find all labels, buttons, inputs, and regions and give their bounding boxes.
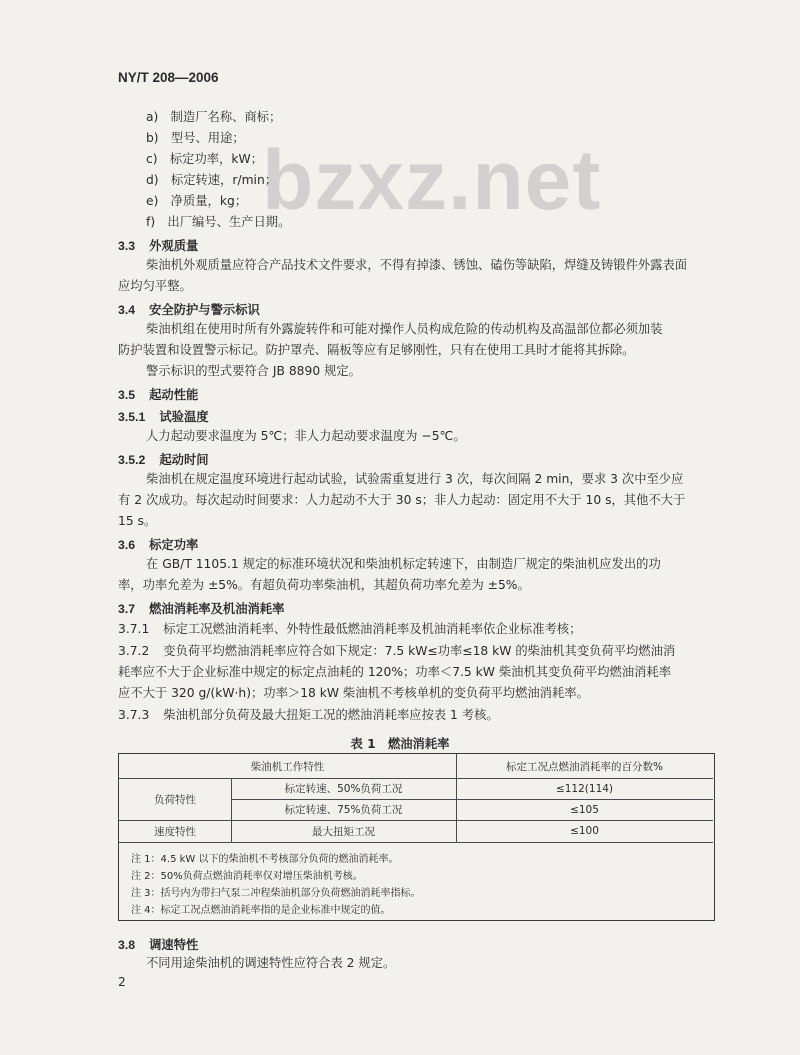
paragraph-line: 应不大于 320 g/(kW·h)；功率＞18 kW 柴油机不考核单机的变负荷平均燃油消耗率。 [118, 686, 589, 700]
paragraph-line: 警示标识的型式要符合 JB 8890 规定。 [146, 364, 361, 378]
paragraph-line: 耗率应不大于企业标准中规定的标定点油耗的 120%；功率＜7.5 kW 柴油机其变负荷平均燃油消耗率 [118, 665, 672, 679]
paragraph-line: 柴油机组在使用时所有外露旋转件和可能对操作人员构成危险的传动机构及高温部位都必须加装 [146, 322, 663, 336]
section-heading [118, 236, 198, 254]
paragraph-line: 防护装置和设置警示标记。防护罩壳、隔板等应有足够刚性，只有在使用工具时才能将其拆除。 [118, 343, 635, 357]
clause [118, 707, 499, 723]
table-rule [119, 842, 713, 843]
paragraph-line: 有 2 次成功。每次起动时间要求：人力起动不大于 30 s；非人力起动：固定用不大于 10 s，其他不大于 [118, 493, 686, 507]
section-number: 3.6 [118, 538, 136, 552]
paragraph-line: 在 GB/T 1105.1 规定的标准环境状况和柴油机标定转速下，由制造厂规定的柴油机应发出的功 [146, 557, 661, 571]
table-note: 注 2：50%负荷点燃油消耗率仅对增压柴油机考核。 [131, 871, 363, 882]
table-cell-value: ≤105 [570, 803, 599, 816]
table-cell-condition: 标定转速、75%负荷工况 [284, 804, 403, 816]
paragraph-line: 15 s。 [118, 514, 157, 528]
table-cell-value: ≤100 [570, 825, 599, 837]
list-item: a) 制造厂名称、商标； [146, 110, 282, 124]
fuel-consumption-table [118, 753, 715, 921]
section-title: 安全防护与警示标识 [149, 303, 260, 317]
subsection-heading [118, 450, 209, 468]
section-number: 3.5.2 [118, 453, 146, 467]
clause-text: 柴油机部分负荷及最大扭矩工况的燃油消耗率应按表 1 考核。 [163, 708, 499, 722]
watermark: bzxz.net [262, 133, 602, 227]
table-cell-value: ≤112(114) [555, 782, 614, 795]
table-note: 注 4：标定工况点燃油消耗率指的是企业标准中规定的值。 [131, 905, 391, 916]
section-number: 3.7.3 [118, 708, 150, 722]
section-heading [118, 535, 198, 553]
section-number: 3.5.1 [118, 410, 146, 424]
table-note: 注 3：括号内为带扫气泵二冲程柴油机部分负荷燃油消耗率指标。 [131, 888, 421, 899]
section-number: 3.4 [118, 303, 136, 317]
paragraph-line: 应均匀平整。 [118, 279, 192, 293]
table-cell-group: 速度特性 [154, 825, 196, 838]
section-number: 3.7 [118, 602, 136, 616]
section-heading [118, 385, 198, 403]
clause [118, 621, 581, 637]
section-number: 3.3 [118, 239, 136, 253]
list-item: b) 型号、用途； [146, 131, 245, 145]
subsection-heading [118, 407, 209, 425]
standard-code: NY/T 208—2006 [118, 70, 219, 85]
table-cell-condition: 最大扭矩工况 [312, 825, 375, 838]
section-number: 3.5 [118, 388, 136, 402]
section-heading [118, 599, 284, 617]
section-number: 3.7.1 [118, 622, 150, 636]
list-item: f) 出厂编号、生产日期。 [146, 215, 291, 229]
section-title: 外观质量 [149, 239, 199, 253]
section-title: 试验温度 [159, 410, 209, 424]
clause [118, 643, 675, 659]
section-heading [118, 300, 260, 318]
column-header: 柴油机工作特性 [250, 760, 325, 773]
list-item: c) 标定功率，kW； [146, 152, 263, 166]
section-heading [118, 935, 198, 953]
table-cell-condition: 标定转速、50%负荷工况 [284, 783, 403, 795]
paragraph-line: 柴油机在规定温度环境进行起动试验，试验需重复进行 3 次，每次间隔 2 min，要求 3 次中至少应 [146, 472, 684, 486]
clause-text: 标定工况燃油消耗率、外特性最低燃油消耗率及机油消耗率依企业标准考核； [163, 622, 582, 636]
list-item: d) 标定转速，r/min； [146, 173, 278, 187]
table-note: 注 1：4.5 kW 以下的柴油机不考核部分负荷的燃油消耗率。 [131, 854, 399, 865]
section-title: 起动性能 [149, 388, 199, 402]
section-title: 调速特性 [149, 938, 199, 952]
paragraph-line: 率，功率允差为 ±5%。有超负荷功率柴油机，其超负荷功率允差为 ±5%。 [118, 578, 530, 592]
column-header: 标定工况点燃油消耗率的百分数% [506, 760, 663, 773]
section-title: 起动时间 [159, 453, 209, 467]
table-cell-group: 负荷特性 [154, 793, 196, 806]
paragraph-line: 不同用途柴油机的调速特性应符合表 2 规定。 [146, 956, 396, 970]
table-title: 表 1 燃油消耗率 [350, 737, 450, 751]
section-title: 燃油消耗率及机油消耗率 [149, 602, 285, 616]
section-title: 标定功率 [149, 538, 199, 552]
page-number: 2 [118, 975, 126, 989]
section-number: 3.7.2 [118, 644, 150, 658]
paragraph-line: 人力起动要求温度为 5℃；非人力起动要求温度为 −5℃。 [146, 429, 466, 443]
list-item: e) 净质量，kg； [146, 194, 248, 208]
section-number: 3.8 [118, 938, 136, 952]
clause-text: 变负荷平均燃油消耗率应符合如下规定：7.5 kW≤功率≤18 kW 的柴油机其变负荷平均燃油消 [163, 644, 676, 658]
paragraph-line: 柴油机外观质量应符合产品技术文件要求，不得有掉漆、锈蚀、磕伤等缺陷，焊缝及铸锻件外露表面 [146, 258, 688, 272]
